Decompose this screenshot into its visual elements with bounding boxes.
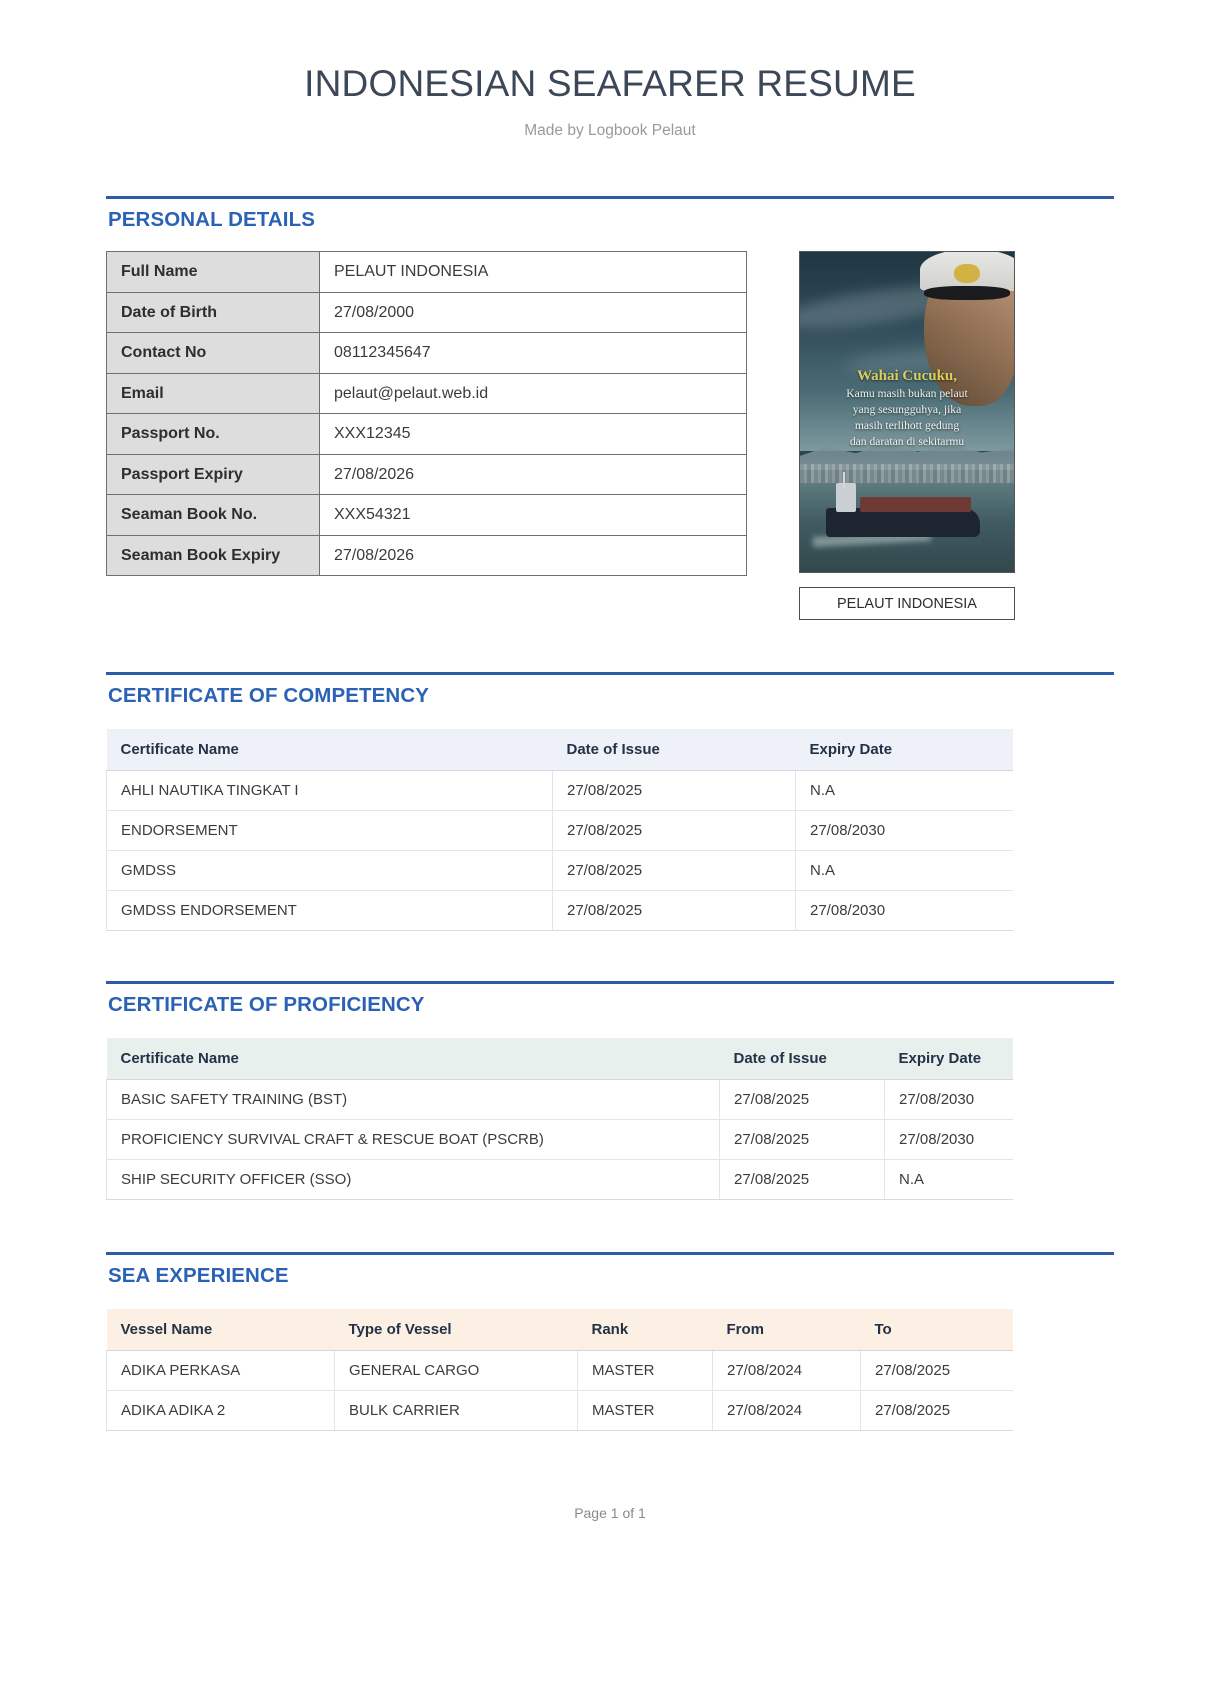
cop-table: [106, 1038, 1013, 1200]
table-row: [107, 1351, 1013, 1391]
column-header: Certificate Name: [107, 729, 553, 771]
section-certificate-of-proficiency: [106, 931, 1114, 1200]
cell-date-of-issue: 27/08/2025: [553, 811, 796, 851]
table-row: [107, 771, 1013, 811]
quote-heading: Wahai Cucuku,: [856, 367, 958, 384]
table-row: [107, 414, 747, 455]
cell-expiry-date: N.A: [885, 1160, 1013, 1200]
photo-caption: PELAUT INDONESIA: [799, 587, 1015, 620]
field-value: PELAUT INDONESIA: [320, 252, 747, 293]
cell-type-of-vessel: BULK CARRIER: [335, 1391, 578, 1431]
cell-from: 27/08/2024: [713, 1351, 861, 1391]
column-header: Date of Issue: [553, 729, 796, 771]
cell-from: 27/08/2024: [713, 1391, 861, 1431]
cell-vessel-name: ADIKA ADIKA 2: [107, 1391, 335, 1431]
cell-expiry-date: 27/08/2030: [796, 891, 1013, 931]
quote-line-2: yang sesungguhya, jika: [852, 402, 962, 416]
cell-date-of-issue: 27/08/2025: [720, 1120, 885, 1160]
section-title-sea-experience: SEA EXPERIENCE: [108, 1264, 289, 1288]
column-header: To: [861, 1309, 1013, 1351]
cell-date-of-issue: 27/08/2025: [720, 1160, 885, 1200]
table-header-row: [107, 1038, 1013, 1080]
cell-date-of-issue: 27/08/2025: [553, 891, 796, 931]
section-title-cop: CERTIFICATE OF PROFICIENCY: [108, 993, 425, 1017]
cell-expiry-date: 27/08/2030: [885, 1120, 1013, 1160]
cell-type-of-vessel: GENERAL CARGO: [335, 1351, 578, 1391]
field-label: Full Name: [107, 252, 320, 293]
table-header-row: [107, 729, 1013, 771]
table-header-row: [107, 1309, 1013, 1351]
cell-expiry-date: 27/08/2030: [885, 1080, 1013, 1120]
column-header: Rank: [578, 1309, 713, 1351]
column-header: From: [713, 1309, 861, 1351]
page-subtitle: Made by Logbook Pelaut: [524, 122, 696, 140]
personal-details-table: [106, 251, 747, 576]
column-header: Certificate Name: [107, 1038, 720, 1080]
cell-vessel-name: ADIKA PERKASA: [107, 1351, 335, 1391]
cell-date-of-issue: 27/08/2025: [720, 1080, 885, 1120]
cell-certificate-name: ENDORSEMENT: [107, 811, 553, 851]
cell-certificate-name: BASIC SAFETY TRAINING (BST): [107, 1080, 720, 1120]
cell-expiry-date: N.A: [796, 851, 1013, 891]
cell-to: 27/08/2025: [861, 1391, 1013, 1431]
field-label: Contact No: [107, 333, 320, 374]
field-label: Passport Expiry: [107, 454, 320, 495]
table-row: [107, 252, 747, 293]
section-title-personal-details: PERSONAL DETAILS: [108, 208, 316, 232]
cell-certificate-name: AHLI NAUTIKA TINGKAT I: [107, 771, 553, 811]
page-title: INDONESIAN SEAFARER RESUME: [304, 63, 916, 104]
table-row: [107, 1120, 1013, 1160]
table-row: [107, 454, 747, 495]
column-header: Expiry Date: [885, 1038, 1013, 1080]
cell-certificate-name: GMDSS ENDORSEMENT: [107, 891, 553, 931]
captain-hat-badge-icon: [954, 264, 980, 283]
ship-deck: [860, 497, 971, 511]
ship-icon: [826, 508, 980, 537]
section-title-coc: CERTIFICATE OF COMPETENCY: [108, 684, 430, 708]
cell-certificate-name: SHIP SECURITY OFFICER (SSO): [107, 1160, 720, 1200]
captain-hat-brim: [924, 286, 1010, 300]
cell-date-of-issue: 27/08/2025: [553, 851, 796, 891]
cell-rank: MASTER: [578, 1391, 713, 1431]
field-value: 27/08/2000: [320, 292, 747, 333]
table-row: [107, 495, 747, 536]
field-value: XXX54321: [320, 495, 747, 536]
field-value: 27/08/2026: [320, 535, 747, 576]
table-row: [107, 891, 1013, 931]
photo-column: [799, 251, 1015, 620]
personal-details-wrap: [106, 232, 1114, 620]
cell-certificate-name: GMDSS: [107, 851, 553, 891]
field-label: Passport No.: [107, 414, 320, 455]
table-row: [107, 1160, 1013, 1200]
coc-table: [106, 729, 1013, 931]
column-header: Vessel Name: [107, 1309, 335, 1351]
column-header: Date of Issue: [720, 1038, 885, 1080]
field-label: Date of Birth: [107, 292, 320, 333]
quote-line-4: dan daratan di sekitarmu: [849, 435, 965, 449]
cell-rank: MASTER: [578, 1351, 713, 1391]
cell-expiry-date: 27/08/2030: [796, 811, 1013, 851]
cell-certificate-name: PROFICIENCY SURVIVAL CRAFT & RESCUE BOAT (PSCRB): [107, 1120, 720, 1160]
table-row: [107, 1080, 1013, 1120]
table-row: [107, 1391, 1013, 1431]
field-label: Seaman Book Expiry: [107, 535, 320, 576]
section-personal-details: [106, 140, 1114, 232]
column-header: Type of Vessel: [335, 1309, 578, 1351]
cell-date-of-issue: 27/08/2025: [553, 771, 796, 811]
column-header: Expiry Date: [796, 729, 1013, 771]
table-row: [107, 373, 747, 414]
table-row: [107, 333, 747, 374]
quote-line-1: Kamu masih bukan pelaut: [846, 386, 968, 400]
seafarer-photo: [799, 251, 1015, 573]
field-value: 27/08/2026: [320, 454, 747, 495]
sea-experience-table: [106, 1309, 1013, 1431]
table-row: [107, 535, 747, 576]
field-value: 08112345647: [320, 333, 747, 374]
cell-expiry-date: N.A: [796, 771, 1013, 811]
page-footer: Page 1 of 1: [574, 1505, 646, 1521]
field-label: Seaman Book No.: [107, 495, 320, 536]
section-sea-experience: [106, 1200, 1114, 1431]
table-row: [107, 292, 747, 333]
ship-mast: [843, 472, 845, 488]
field-label: Email: [107, 373, 320, 414]
field-value: pelaut@pelaut.web.id: [320, 373, 747, 414]
ship-bridge: [836, 483, 855, 512]
table-row: [107, 851, 1013, 891]
photo-quote-overlay: [800, 368, 1014, 450]
cell-to: 27/08/2025: [861, 1351, 1013, 1391]
table-row: [107, 811, 1013, 851]
quote-line-3: masih terlihott gedung: [854, 419, 960, 433]
field-value: XXX12345: [320, 414, 747, 455]
section-certificate-of-competency: [106, 620, 1114, 931]
